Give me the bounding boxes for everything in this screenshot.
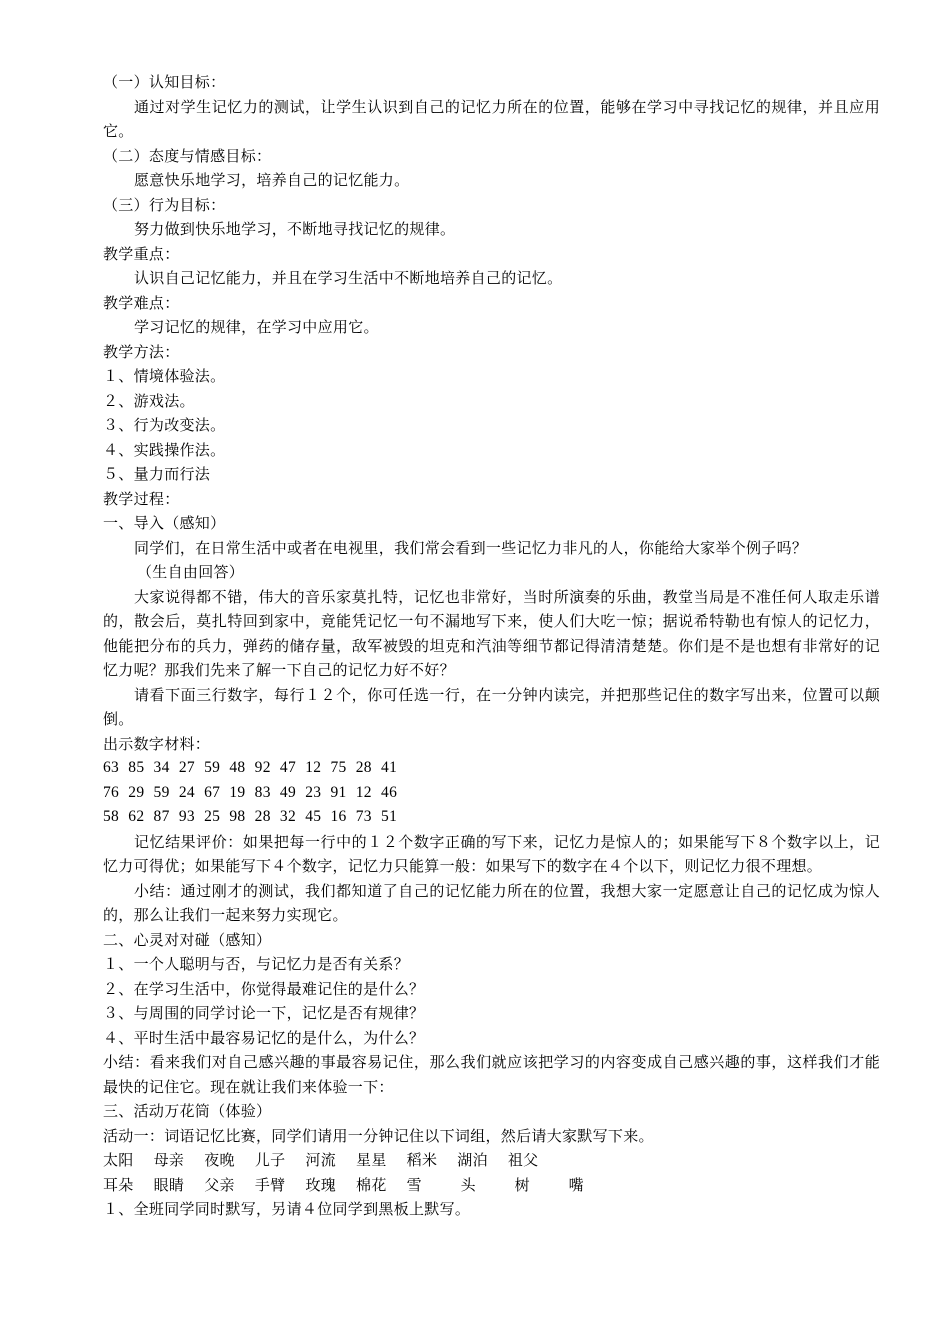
- word: 夜晚: [204, 1151, 235, 1169]
- word: 头: [460, 1175, 476, 1194]
- word-row-1: [103, 1148, 880, 1173]
- section3-title: 三、活动万花筒（体验）: [103, 1102, 272, 1120]
- number-row: 76 29 59 24 67 19 83 49 23 91 12 46: [103, 783, 398, 801]
- evaluation-paragraph: 记忆结果评价：如果把每一行中的１２个数字正确的写下来，记忆力是惊人的；如果能写下８个数字以上，记忆力可得优；如果能写下４个数字，记忆力只能算一般：如果写下的数字在４个以下，则记忆力很不理想。: [103, 832, 880, 875]
- word: 湖泊: [457, 1151, 488, 1169]
- section2-summary: 小结：看来我们对自己感兴趣的事最容易记住，那么我们就应该把学习的内容变成自己感兴趣的事，这样我们才能最快的记住它。现在就让我们来体验一下：: [103, 1053, 880, 1096]
- process-heading: 教学过程：: [103, 489, 180, 508]
- word-row-2: [103, 1173, 880, 1198]
- number-row: 63 85 34 27 59 48 92 47 12 75 28 41: [103, 759, 398, 776]
- word: 手臂: [254, 1175, 286, 1194]
- method-item: ２、游戏法。: [103, 391, 195, 410]
- section1-paragraph: 请看下面三行数字，每行１２个，你可任选一行，在一分钟内读完，并把那些记住的数字写出来，位置可以颠倒。: [103, 685, 880, 728]
- section1-paragraph: 大家说得都不错，伟大的音乐家莫扎特，记忆也非常好，当时所演奏的乐曲，教堂当局是不准任何人取走乐谱的，散会后，莫扎特回到家中，竟能凭记忆一句不漏地写下来，使人们大吃一惊；据说希特勒也有惊人的记忆力，他能把分布的兵力，弹药的储存量，敌军被毁的坦克和汽油等细节都记得清清楚楚。你们是不是也想有非常好的记忆力呢？那我们先来了解一下自己的记忆力好不好？: [103, 587, 880, 679]
- section2-title: 二、心灵对对碰（感知）: [103, 930, 272, 949]
- question-item: ２、在学习生活中，你觉得最难记住的是什么？: [103, 979, 425, 998]
- activity1-text: 活动一：词语记忆比赛，同学们请用一分钟记住以下词组，然后请大家默写下来。: [103, 1126, 654, 1145]
- method-item: ３、行为改变法。: [103, 416, 226, 434]
- behavior-goal-text: 努力做到快乐地学习，不断地寻找记忆的规律。: [134, 220, 456, 238]
- section1-paragraph: 同学们，在日常生活中或者在电视里，我们常会看到一些记忆力非凡的人，你能给大家举个例子吗？: [134, 538, 808, 557]
- word: 太阳: [103, 1151, 134, 1169]
- method-item: ５、量力而行法: [103, 465, 211, 483]
- document-page: [103, 70, 880, 1222]
- method-item: １、情境体验法。: [103, 367, 226, 385]
- word: 棉花: [356, 1175, 387, 1194]
- number-row: 58 62 87 93 25 98 28 32 45 16 73 51: [103, 808, 398, 825]
- key-point-text: 认识自己记忆能力，并且在学习生活中不断地培养自己的记忆。: [134, 269, 563, 287]
- attitude-goal-heading: （二）态度与情感目标：: [103, 146, 272, 165]
- section1-summary: 小结：通过刚才的测试，我们都知道了自己的记忆能力所在的位置，我想大家一定愿意让自己的记忆成为惊人的，那么让我们一起来努力实现它。: [103, 881, 880, 924]
- behavior-goal-heading: （三）行为目标：: [103, 195, 226, 214]
- word: 耳朵: [103, 1175, 134, 1194]
- word: 父亲: [204, 1175, 235, 1194]
- word: 星星: [356, 1151, 387, 1169]
- word: 儿子: [254, 1151, 286, 1169]
- word: 稻米: [406, 1151, 438, 1169]
- step1-text: １、全班同学同时默写，另请４位同学到黑板上默写。: [103, 1200, 471, 1218]
- cognitive-goal-text: 通过对学生记忆力的测试，让学生认识到自己的记忆力所在的位置，能够在学习中寻找记忆的规律，并且应用它。: [103, 97, 880, 140]
- word: 树: [514, 1175, 530, 1194]
- section1-title: 一、导入（感知）: [103, 514, 226, 532]
- word: 河流: [305, 1151, 337, 1169]
- methods-heading: 教学方法：: [103, 342, 180, 361]
- key-point-heading: 教学重点：: [103, 244, 180, 263]
- word: 祖父: [507, 1151, 539, 1169]
- word: 玫瑰: [305, 1175, 337, 1194]
- difficulty-text: 学习记忆的规律，在学习中应用它。: [134, 318, 379, 336]
- question-item: ４、平时生活中最容易记忆的是什么，为什么？: [103, 1028, 425, 1047]
- attitude-goal-text: 愿意快乐地学习，培养自己的记忆能力。: [134, 171, 410, 189]
- cognitive-goal-heading: （一）认知目标：: [103, 73, 226, 91]
- material-label: 出示数字材料：: [103, 734, 211, 753]
- word: 母亲: [153, 1151, 185, 1169]
- word: 雪: [406, 1175, 422, 1194]
- question-item: ３、与周围的同学讨论一下，记忆是否有规律？: [103, 1004, 425, 1022]
- question-item: １、一个人聪明与否，与记忆力是否有关系？: [103, 955, 410, 973]
- word: 嘴: [568, 1175, 584, 1194]
- method-item: ４、实践操作法。: [103, 440, 226, 459]
- word: 眼睛: [153, 1175, 185, 1194]
- section1-note: （生自由回答）: [137, 563, 245, 581]
- difficulty-heading: 教学难点：: [103, 293, 180, 312]
